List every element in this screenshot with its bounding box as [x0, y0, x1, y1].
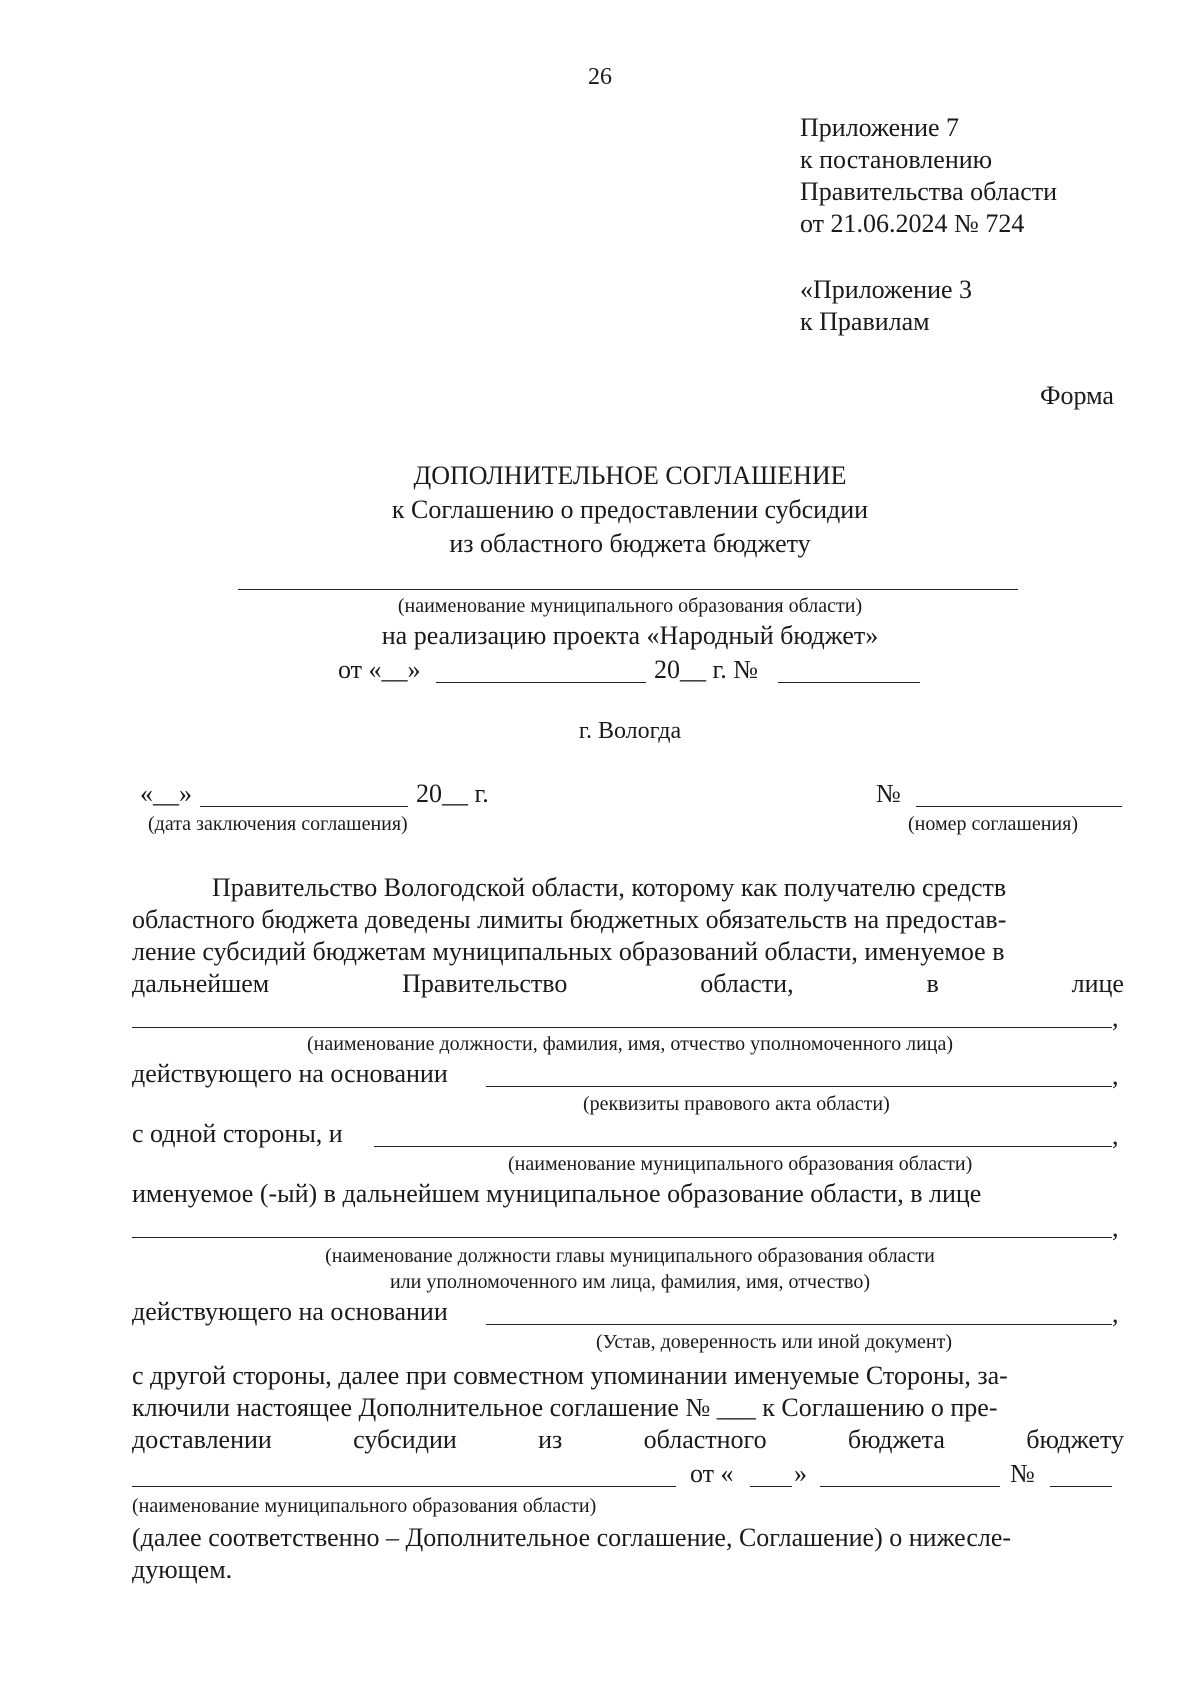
comma: ,	[1112, 1213, 1119, 1242]
ref-date-close: »	[794, 1459, 807, 1488]
comma: ,	[1112, 1299, 1119, 1328]
title-date-year: 20__ г. №	[654, 655, 759, 684]
body-line-spread	[132, 1424, 1124, 1456]
body-word: области,	[700, 969, 794, 998]
body-word: дальнейшем	[132, 969, 270, 998]
fill-line	[750, 1486, 792, 1487]
fill-line	[132, 1486, 676, 1487]
field-caption: (номер соглашения)	[908, 813, 1078, 835]
body-word: бюджету	[1026, 1425, 1124, 1454]
comma: ,	[1112, 1061, 1119, 1090]
body-word: субсидии	[353, 1425, 457, 1454]
body-line: областного бюджета доведены лимиты бюджетных обязательств на предостав-	[132, 905, 1007, 934]
field-caption: или уполномоченного им лица, фамилия, имя, отчество)	[389, 1271, 871, 1293]
body-line: с одной стороны, и	[132, 1119, 343, 1148]
field-caption: (наименование муниципального образования области)	[132, 1495, 597, 1517]
fill-line	[374, 1146, 1112, 1147]
page-number: 26	[588, 64, 612, 90]
form-label: Форма	[1040, 381, 1114, 410]
fill-line	[916, 806, 1122, 807]
body-word: Правительство	[402, 969, 568, 998]
body-line: (далее соответственно – Дополнительное соглашение, Соглашение) о нижесле-	[132, 1523, 1012, 1552]
fill-line	[486, 1086, 1112, 1087]
document-title: ДОПОЛНИТЕЛЬНОЕ СОГЛАШЕНИЕ	[413, 461, 847, 490]
document-subtitle: к Соглашению о предоставлении субсидии	[391, 495, 869, 524]
fill-line	[132, 1027, 1112, 1028]
body-line: ключили настоящее Дополнительное соглашение № ___ к Соглашению о пре-	[132, 1393, 998, 1422]
appendix-line: Приложение 7	[800, 113, 960, 142]
appendix-line: к Правилам	[800, 307, 930, 336]
field-caption: (наименование муниципального образования области)	[508, 1153, 973, 1175]
field-caption: (наименование муниципального образования области)	[397, 595, 863, 617]
ref-number-sign: №	[1010, 1459, 1035, 1488]
body-line: действующего на основании	[132, 1059, 448, 1088]
fill-line	[820, 1486, 1000, 1487]
document-subtitle: из областного бюджета бюджету	[449, 529, 811, 558]
body-word: доставлении	[132, 1425, 272, 1454]
fill-line	[200, 806, 408, 807]
field-caption: (дата заключения соглашения)	[148, 813, 408, 835]
body-line: дующем.	[132, 1555, 233, 1584]
title-date-open: от «__»	[338, 655, 421, 684]
agreement-date-year: 20__ г.	[416, 779, 489, 808]
fill-line	[1050, 1486, 1112, 1487]
fill-line	[238, 589, 1018, 590]
comma: ,	[1112, 1121, 1119, 1150]
fill-line	[132, 1237, 1112, 1238]
body-word: бюджета	[847, 1425, 945, 1454]
comma: ,	[1112, 1003, 1119, 1032]
project-line: на реализацию проекта «Народный бюджет»	[381, 621, 879, 650]
body-line-spread	[132, 968, 1124, 1000]
agreement-date-open: «__»	[140, 779, 192, 808]
field-caption: (Устав, доверенность или иной документ)	[596, 1331, 952, 1353]
body-word: в	[926, 969, 939, 998]
fill-line	[486, 1324, 1112, 1325]
ref-date-open: от «	[690, 1459, 734, 1488]
body-line: с другой стороны, далее при совместном упоминании именуемые Стороны, за-	[132, 1361, 1008, 1390]
field-caption: (реквизиты правового акта области)	[583, 1093, 890, 1115]
body-word: лице	[1071, 969, 1124, 998]
field-caption: (наименование должности, фамилия, имя, отчество уполномоченного лица)	[306, 1033, 954, 1055]
body-line: ление субсидий бюджетам муниципальных образований области, именуемое в	[132, 937, 1005, 966]
fill-line	[778, 682, 920, 683]
city: г. Вологда	[578, 718, 682, 744]
agreement-number-label: №	[876, 779, 901, 808]
appendix-line: к постановлению	[800, 145, 993, 174]
body-line: именуемое (-ый) в дальнейшем муниципальное образование области, в лице	[132, 1179, 982, 1208]
body-word: областного	[643, 1425, 767, 1454]
body-line: Правительство Вологодской области, которому как получателю средств	[212, 873, 1007, 902]
appendix-line: Правительства области	[800, 177, 1058, 206]
appendix-line: «Приложение 3	[800, 275, 973, 304]
appendix-line: от 21.06.2024 № 724	[800, 209, 1025, 238]
body-word: из	[538, 1425, 563, 1454]
body-line: действующего на основании	[132, 1297, 448, 1326]
field-caption: (наименование должности главы муниципального образования области	[325, 1245, 935, 1267]
fill-line	[436, 682, 646, 683]
